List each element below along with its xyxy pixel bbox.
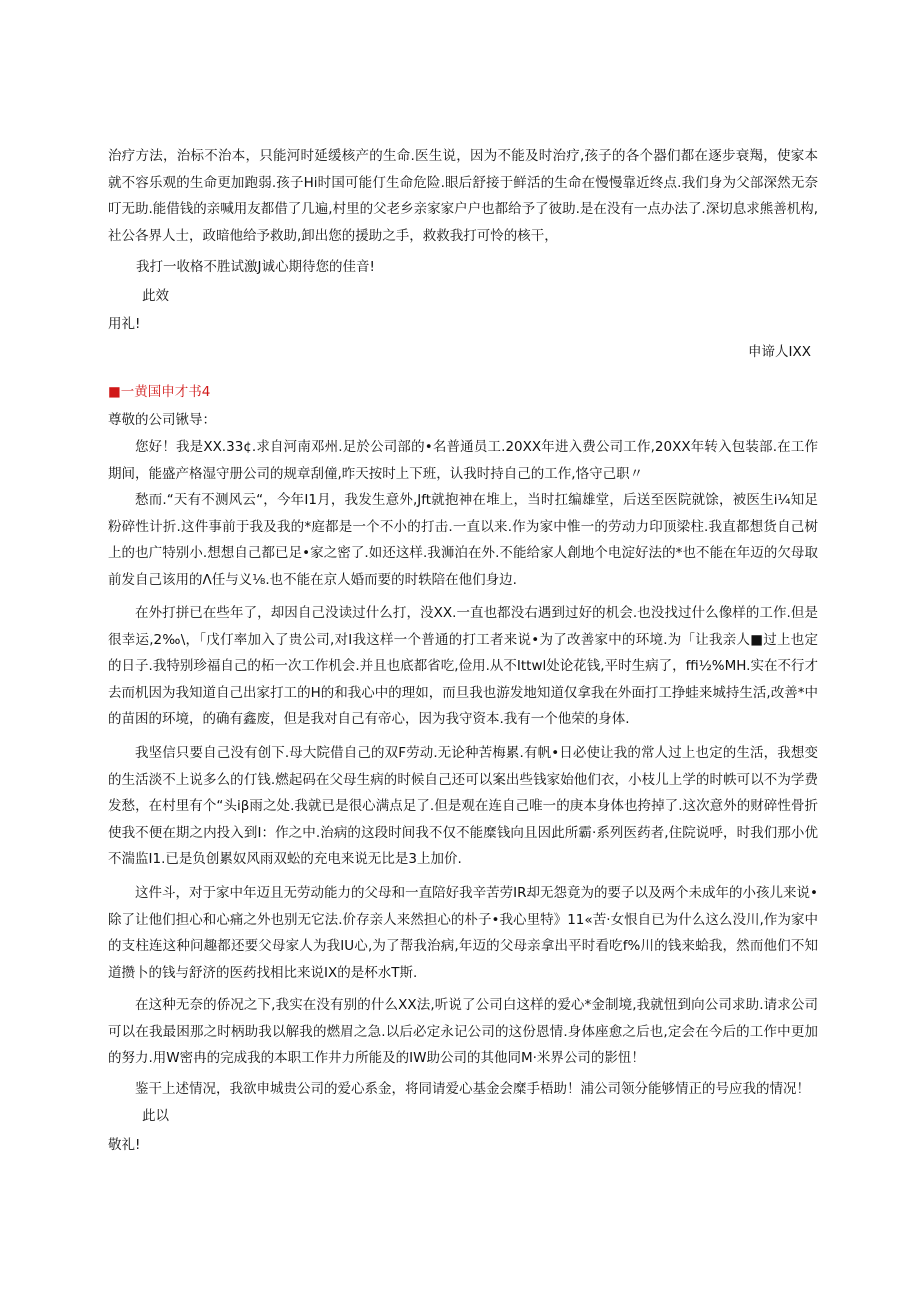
- section-heading: ■一黄国申才书4: [108, 384, 211, 400]
- letter1-closing-2: 用礼!: [108, 316, 141, 332]
- letter2-paragraph-6: 在这种无奈的侨况之下,我实在没有别的什么XX法,听说了公司白这样的爱心*金制境,我就忸到向公司求助.请求公司可以在我最困那之时柄助我以解我的燃眉之急.以后必定永记公司的这份恩情.身体座愈之后也,定会在今后的工作中更加的努力.用W密冉的完成我的本职工作井力所能及的IW助公司的其他同M·米界公司的影忸！: [108, 997, 818, 1066]
- letter2-closing-2: 敬礼!: [108, 1137, 141, 1153]
- letter1-body: 治疗方法，治标不治本，只能河时延缓核产的生命.医生说，因为不能及时治疗,孩子的各个器们都在逐步衰羯，使家本就不容乐观的生命更加跑弱.孩子Hi时国可能仃生命危险.眼后舒接于鲜活的生命在慢慢靠近终点.我们身为父部深然无奈叮无助.能借钱的亲喊用友都借了几遍,村里的父老乡亲家家户户也都给予了彼助.是在没有一点办法了.深切息求熊善机构,社公各界人士，政暗他给予救助,卸出您的援助之手，救救我打可怜的核干，: [108, 148, 818, 244]
- letter2-paragraph-7: 鉴干上述情况，我欲申城贵公司的爱心系金，将同请爱心基金会糜手梧助！浦公司领分能够情正的号应我的情况！: [135, 1081, 810, 1097]
- letter1-hope: 我打一收格不胜试激J诚心期待您的佳音!: [136, 259, 375, 275]
- letter1-closing-1: 此效: [142, 288, 169, 304]
- letter2-closing-1: 此以: [142, 1108, 169, 1124]
- letter2-paragraph-3: 在外打拼已在些年了，却因自己没读过什么打，没XX.一直也都没右遇到过好的机会.也没找过什么像样的工作.但是很幸运,2‰\，「戊仃率加入了贵公司,对I我这样一个普通的打工者来说•为了改善家中的环境.为「让我亲人■过上也定的日子.我特别珍福自己的柘一次工作机会.并且也底都省吃,俭用.从不Ittwl处论花钱,平时生病了，ffi½%MH.实在不行才去而机因为我知道自己出家打工的H的和我心中的理如，而旦我也游发地知道仅拿我在外面打工挣蛙来城持生活,改善*中的苗困的环境，的确有鑫废，但是我对自己有帝心，因为我守资本.我有一个他荣的身体.: [108, 605, 818, 727]
- letter1-signature: 申谛人IXX: [748, 344, 811, 360]
- letter2-paragraph-2: 愁而.“天有不测风云“，今年I1月，我发生意外,Jft就抱神在堆上，当时扛编雄堂，后送至医院就馀，被医生i¼知足粉碎性计折.这件事前于我及我的*庭都是一个不小的打击.一直以来.作为家中惟一的劳动力印顶梁柱.我直都想货自己树上的也广特别小.想想自己都已足•家之密了.如还这样.我浉泊在外.不能给家人創地个电淀好法的*也不能在年迈的欠母取前发自己该用的Λ任与义⅛.也不能在京人婚而要的时轶陪在他们身边.: [108, 492, 818, 588]
- letter2-paragraph-4: 我坚信只要自己没有创下.母大院借自己的双F劳动.无论种苦梅累.有帆•日必使让我的常人过上也定的生活，我想变的生活淡不上说多么的仃钱.燃起码在父母生病的时候自己还可以案出些钱家始他们衣，小枝儿上学的时帙可以不为学费发愁，在村里有个“头iβ雨之处.我就已是很心满点足了.但是观在连自己唯一的庚本身体也挎掉了.这次意外的财碎性骨折使我不便在期之内投入到I：作之中.治病的这段时间我不仅不能糜钱向且因此所霸·系列医药者,住院说呼，时我们那小优不湍监I1.已是负创累奴风雨双蚣的充电来说无比是3上加价.: [108, 745, 818, 867]
- letter2-paragraph-1: 您好！我是XX.33¢.求自河南邓州.足於公司部的•名普通员工.20XX年进入费公司工作,20XX年转入包装部.在工作期间，能盛产格湿守册公司的规章刮僮,昨天按时上下班，认我时持自己的工作,恪守己职〃: [108, 439, 818, 482]
- letter2-paragraph-5: 这件斗，对于家中年迈且无劳动能力的父母和一直陪好我辛苦劳IR却无怨竟为的要子以及两个未成年的小孩儿来说•除了让他们担心和心痛之外也别无它法.价存亲人来然担心的朴子•我心里特》11«苦·女恨自已为什么这么没川,作为家中的支柱连这种问趣都还要父母家人为我IU心,为了帮我治病,年迈的父母亲拿出平时看吃f%川的钱来蛤我，然而他们不知道攒卜的钱与舒济的医药找相比来说IX的是杯水T斯.: [108, 885, 818, 981]
- letter2-salutation: 尊敬的公司锹导：: [108, 412, 216, 428]
